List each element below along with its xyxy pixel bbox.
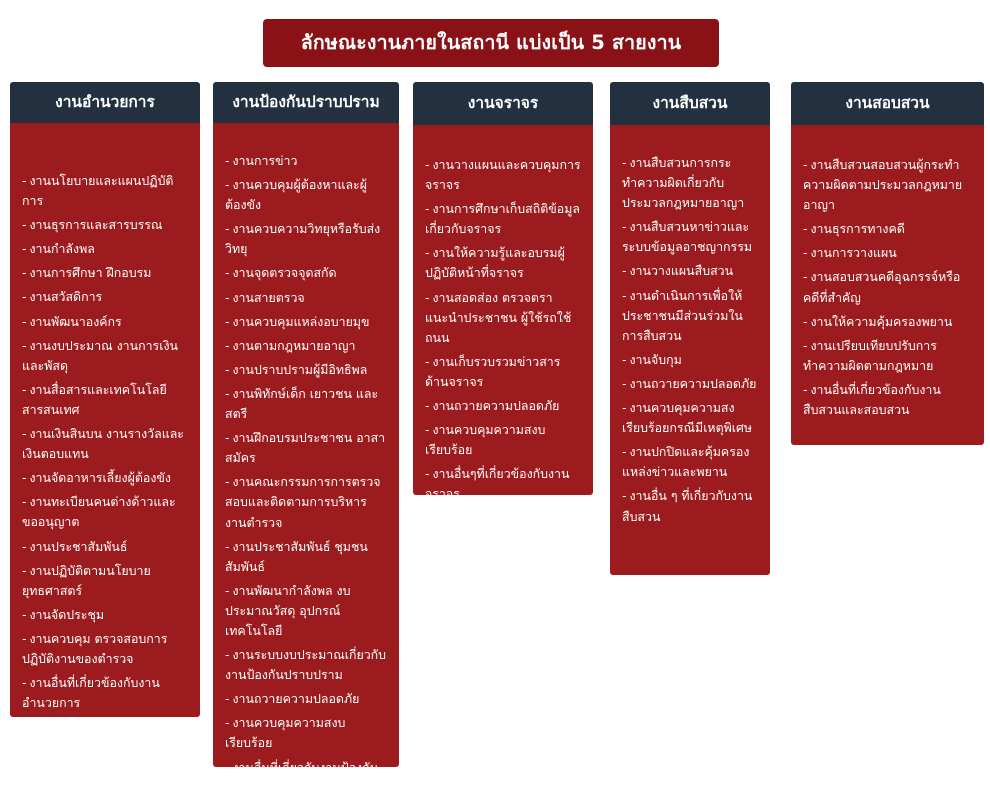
- list-item-label: งานพัฒนากำลังพล งบประมาณวัสดุ อุปกรณ์ เทคโนโลยี: [225, 582, 351, 638]
- list-item: [622, 486, 758, 526]
- column-header-interrogation: [791, 82, 984, 125]
- column-body-traffic: [413, 125, 593, 502]
- column-body-administration: [10, 123, 200, 717]
- diagram-title-banner: [263, 19, 719, 67]
- list-item-label: งานอื่นที่เกี่ยวข้องกับงานสืบสวนและสอบสวน: [803, 381, 941, 418]
- list-item: [225, 288, 387, 308]
- dash-bullet: -: [425, 398, 430, 414]
- dash-bullet: -: [425, 245, 430, 261]
- list-item-label: งานดำเนินการเพื่อให้ประชาชนมีส่วนร่วมในการสืบสวน: [622, 287, 743, 343]
- list-item-label: งานเก็บรวบรวมข่าวสารด้านจราจร: [425, 353, 561, 389]
- list-item-label: งานสื่อสารและเทคโนโลยีสารสนเทศ: [22, 381, 167, 417]
- list-item: [225, 472, 387, 532]
- dash-bullet: -: [225, 582, 230, 598]
- list-item-label: งานปกปิดและคุ้มครองแหล่งข่าวและพยาน: [622, 444, 750, 480]
- column-body-investigation: [610, 125, 770, 575]
- list-item: [803, 336, 972, 376]
- list-item-label: งานสายตรวจ: [232, 289, 305, 305]
- dash-bullet: -: [225, 313, 230, 329]
- list-item-label: งานควบคุมผู้ต้องหาและผู้ต้องขัง: [225, 177, 367, 213]
- list-item-label: งานถวายความปลอดภัย: [629, 375, 757, 391]
- list-item-label: งานจัดอาหารเลี้ยงผู้ต้องขัง: [29, 470, 171, 486]
- dash-bullet: -: [803, 245, 808, 261]
- list-item: [622, 286, 758, 346]
- list-item: [425, 420, 581, 460]
- list-item-label: งานจับกุม: [629, 351, 682, 367]
- dash-bullet: -: [803, 313, 808, 329]
- list-item-label: งานอื่นที่เกี่ยวกับงานป้องกันปราบปราม: [225, 759, 379, 795]
- list-item: [622, 398, 758, 438]
- list-item: [22, 171, 188, 211]
- list-item-label: งานควบคุมความสงบเรียบร้อย: [225, 715, 346, 751]
- list-item: [425, 396, 581, 416]
- dash-bullet: -: [225, 361, 230, 377]
- column-title: งานอำนวยการ: [55, 93, 155, 112]
- list-item: [425, 352, 581, 392]
- list-item: [22, 263, 188, 283]
- dash-bullet: -: [425, 157, 430, 172]
- dash-bullet: -: [225, 691, 230, 707]
- list-item: [22, 239, 188, 259]
- list-item-label: งานธุรการทางคดี: [810, 221, 905, 237]
- list-item-label: งานอื่น ๆ ที่เกี่ยวกับงานสืบสวน: [622, 488, 753, 524]
- column-header-investigation: [610, 82, 770, 125]
- dash-bullet: -: [803, 157, 808, 172]
- column-interrogation: [791, 82, 984, 445]
- dash-bullet: -: [622, 219, 627, 235]
- dash-bullet: -: [225, 177, 230, 193]
- dash-bullet: -: [225, 647, 230, 663]
- column-header-administration: [10, 82, 200, 123]
- dash-bullet: -: [225, 337, 230, 353]
- list-item-label: งานพัฒนาองค์กร: [29, 313, 122, 329]
- dash-bullet: -: [622, 155, 627, 170]
- list-item: [22, 424, 188, 464]
- list-item: [225, 384, 387, 424]
- list-item: [225, 312, 387, 332]
- list-item: [225, 219, 387, 259]
- list-item: [622, 374, 758, 394]
- list-item-label: งานวางแผนสืบสวน: [629, 263, 734, 279]
- list-item-label: งานธุรการและสารบรรณ: [29, 217, 163, 233]
- list-item-label: งานอื่นที่เกี่ยวข้องกับงานอำนวยการ: [22, 675, 160, 711]
- list-item: [425, 243, 581, 283]
- list-item: [225, 151, 387, 171]
- list-item-label: งานปราบปรามผู้มีอิทธิพล: [232, 361, 368, 377]
- list-item-label: งานประชาสัมพันธ์: [29, 538, 128, 554]
- dash-bullet: -: [425, 466, 430, 482]
- dash-bullet: -: [803, 381, 808, 397]
- list-item-label: งานตามกฎหมายอาญา: [232, 337, 356, 353]
- dash-bullet: -: [225, 759, 230, 775]
- list-item-label: งานควบความวิทยุหรือรับส่งวิทยุ: [225, 221, 381, 257]
- list-item: [22, 312, 188, 332]
- column-title: งานจราจร: [467, 94, 539, 113]
- dash-bullet: -: [425, 422, 430, 438]
- list-item-label: งานสืบสวนหาข่าวและระบบข้อมูลอาชญากรรม: [622, 219, 753, 255]
- list-item: [225, 428, 387, 468]
- list-item: [803, 243, 972, 263]
- column-investigation: [610, 82, 770, 575]
- dash-bullet: -: [225, 265, 230, 281]
- dash-bullet: -: [22, 675, 27, 691]
- dash-bullet: -: [425, 201, 430, 217]
- list-item: [22, 673, 188, 713]
- list-item: [803, 155, 972, 215]
- dash-bullet: -: [622, 351, 627, 367]
- list-item-label: งานสอบสวนคดีอุฉกรรจ์หรือคดีที่สำคัญ: [803, 269, 961, 305]
- list-item-label: งานฝึกอบรมประชาชน อาสาสมัคร: [225, 430, 386, 466]
- dash-bullet: -: [425, 289, 430, 305]
- list-item: [225, 360, 387, 380]
- list-item-label: งานการวางแผน: [810, 245, 897, 261]
- dash-bullet: -: [622, 444, 627, 460]
- dash-bullet: -: [803, 221, 808, 237]
- column-body-crime-prevention: [213, 123, 399, 795]
- list-item: [622, 442, 758, 482]
- list-item: [425, 464, 581, 504]
- list-item: [803, 380, 972, 420]
- list-item: [225, 713, 387, 753]
- list-item: [225, 758, 387, 798]
- list-item-label: งานสวัสดิการ: [29, 289, 103, 305]
- list-item-label: งานสืบสวนการกระทำความผิดเกี่ยวกับประมวลกฎหมายอาญา: [622, 155, 745, 211]
- list-item: [22, 215, 188, 235]
- dash-bullet: -: [225, 289, 230, 305]
- list-item-label: งานจัดประชุม: [29, 606, 105, 622]
- list-item-label: งานให้ความคุ้มครองพยาน: [810, 313, 953, 329]
- list-item-label: งานระบบงบประมาณเกี่ยวกับงานป้องกันปราบปราม: [225, 647, 387, 683]
- dash-bullet: -: [22, 426, 27, 442]
- dash-bullet: -: [225, 221, 230, 237]
- dash-bullet: -: [22, 265, 27, 281]
- list-item: [225, 537, 387, 577]
- list-item-label: งานงบประมาณ งานการเงินและพัสดุ: [22, 337, 178, 373]
- column-traffic: [413, 82, 593, 502]
- diagram-title: ลักษณะงานภายในสถานี แบ่งเป็น 5 สายงาน: [300, 31, 682, 55]
- dash-bullet: -: [22, 173, 27, 188]
- list-item-label: งานถวายความปลอดภัย: [232, 691, 360, 707]
- dash-bullet: -: [22, 606, 27, 622]
- dash-bullet: -: [225, 430, 230, 446]
- dash-bullet: -: [22, 217, 27, 233]
- list-item-label: งานการศึกษาเก็บสถิติข้อมูลเกี่ยวกับจราจร: [425, 201, 580, 237]
- list-item: [425, 155, 581, 195]
- column-header-traffic: [413, 82, 593, 125]
- list-item: [22, 336, 188, 376]
- list-item: [803, 312, 972, 332]
- list-item-label: งานกำลังพล: [29, 241, 95, 257]
- task-list-investigation: [622, 153, 758, 527]
- dash-bullet: -: [22, 562, 27, 578]
- list-item: [22, 287, 188, 307]
- list-item: [622, 217, 758, 257]
- list-item: [22, 561, 188, 601]
- list-item-label: งานคณะกรรมการการตรวจสอบและติดตามการบริหารงานตำรวจ: [225, 474, 381, 530]
- list-item: [225, 336, 387, 356]
- dash-bullet: -: [622, 400, 627, 416]
- list-item-label: งานสอดส่อง ตรวจตรา แนะนำประชาชน ผู้ใช้รถใช้ถนน: [425, 289, 572, 345]
- list-item-label: งานการข่าว: [232, 153, 298, 168]
- dash-bullet: -: [22, 494, 27, 510]
- dash-bullet: -: [22, 241, 27, 257]
- column-header-crime-prevention: [213, 82, 399, 123]
- column-body-interrogation: [791, 125, 984, 445]
- column-title: งานสืบสวน: [652, 94, 728, 113]
- list-item: [803, 267, 972, 307]
- list-item: [803, 219, 972, 239]
- dash-bullet: -: [22, 381, 27, 397]
- dash-bullet: -: [22, 470, 27, 486]
- list-item-label: งานวางแผนและควบคุมการจราจร: [425, 157, 581, 193]
- list-item: [622, 153, 758, 213]
- list-item-label: งานอื่นๆที่เกี่ยวข้องกับงานจราจร: [425, 466, 570, 502]
- list-item-label: งานจุดตรวจจุดสกัด: [232, 265, 337, 281]
- dash-bullet: -: [22, 313, 27, 329]
- list-item-label: งานปฏิบัติตามนโยบายยุทธศาสตร์: [22, 562, 151, 598]
- list-item: [22, 605, 188, 625]
- list-item: [22, 537, 188, 557]
- list-item: [22, 468, 188, 488]
- column-title: งานสอบสวน: [845, 94, 930, 113]
- dash-bullet: -: [22, 289, 27, 305]
- dash-bullet: -: [622, 488, 627, 504]
- list-item-label: งานการศึกษา ฝึกอบรม: [29, 265, 152, 281]
- list-item: [225, 581, 387, 641]
- dash-bullet: -: [22, 630, 27, 646]
- column-crime-prevention: [213, 82, 399, 795]
- list-item-label: งานควบคุม ตรวจสอบการปฏิบัติงานของตำรวจ: [22, 630, 168, 666]
- task-list-administration: [22, 171, 188, 713]
- list-item: [225, 175, 387, 215]
- task-list-traffic: [425, 155, 581, 505]
- list-item-label: งานทะเบียนคนต่างด้าวและขออนุญาต: [22, 494, 176, 530]
- list-item: [225, 645, 387, 685]
- list-item-label: งานนโยบายและแผนปฏิบัติการ: [22, 173, 174, 209]
- dash-bullet: -: [225, 385, 230, 401]
- list-item-label: งานสืบสวนสอบสวนผู้กระทำความผิดตามประมวลกฎหมายอาญา: [803, 157, 963, 213]
- dash-bullet: -: [622, 375, 627, 391]
- list-item: [22, 380, 188, 420]
- list-item: [225, 263, 387, 283]
- list-item-label: งานควบคุมความสงบเรียบร้อย: [425, 422, 546, 458]
- dash-bullet: -: [425, 353, 430, 369]
- dash-bullet: -: [622, 263, 627, 279]
- dash-bullet: -: [225, 538, 230, 554]
- list-item: [22, 629, 188, 669]
- list-item-label: งานให้ความรู้และอบรมผู้ปฏิบัติหน้าที่จราจร: [425, 245, 565, 281]
- list-item-label: งานพิทักษ์เด็ก เยาวชน และสตรี: [225, 385, 379, 422]
- dash-bullet: -: [225, 715, 230, 731]
- list-item: [425, 288, 581, 348]
- task-list-crime-prevention: [225, 151, 387, 798]
- list-item-label: งานควบคุมแหล่งอบายมุข: [232, 313, 370, 329]
- dash-bullet: -: [22, 337, 27, 353]
- dash-bullet: -: [22, 538, 27, 554]
- list-item-label: งานเงินสินบน งานรางวัลและเงินตอบแทน: [22, 426, 184, 462]
- list-item-label: งานประชาสัมพันธ์ ชุมชนสัมพันธ์: [225, 538, 368, 574]
- list-item-label: งานถวายความปลอดภัย: [432, 398, 560, 414]
- list-item: [622, 350, 758, 370]
- dash-bullet: -: [803, 269, 808, 285]
- list-item: [425, 199, 581, 239]
- dash-bullet: -: [622, 287, 627, 303]
- list-item-label: งานเปรียบเทียบปรับการทำความผิดตามกฎหมาย: [803, 337, 937, 373]
- list-item: [22, 492, 188, 532]
- task-list-interrogation: [803, 155, 972, 420]
- dash-bullet: -: [225, 474, 230, 490]
- dash-bullet: -: [803, 337, 808, 353]
- list-item-label: งานควบคุมความสงเรียบร้อยกรณีมีเหตุพิเศษ: [622, 400, 753, 436]
- list-item: [622, 261, 758, 281]
- column-title: งานป้องกันปราบปราม: [232, 93, 380, 112]
- dash-bullet: -: [225, 153, 230, 168]
- column-administration: [10, 82, 200, 717]
- list-item: [225, 689, 387, 709]
